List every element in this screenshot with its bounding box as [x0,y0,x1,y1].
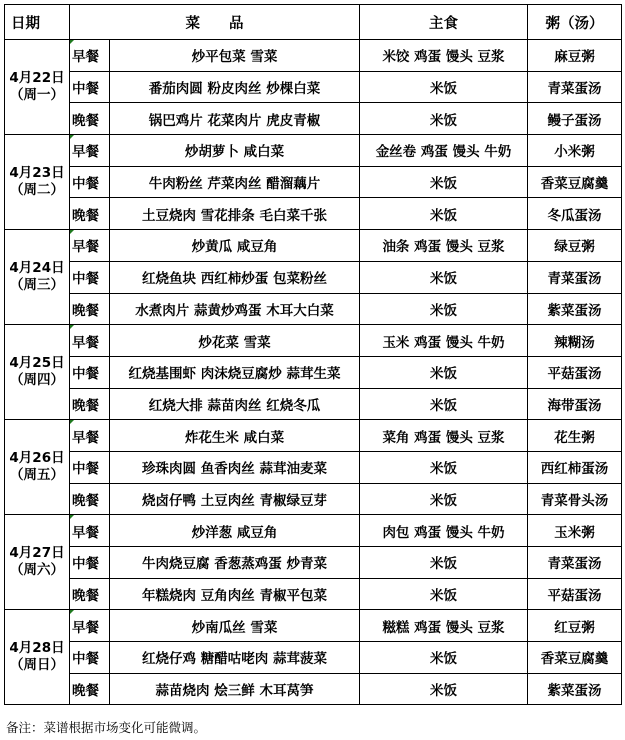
dishes-cell: 牛肉粉丝 芹菜肉丝 醋溜藕片 [110,166,360,198]
dishes-cell: 炒花菜 雪菜 [110,325,360,357]
soup-cell: 紫菜蛋汤 [528,293,622,325]
table-row [5,388,622,420]
meal-cell: 晚餐 [70,198,110,230]
day-cell [5,135,70,230]
soup-cell: 海带蛋汤 [528,388,622,420]
dishes-cell: 水煮肉片 蒜黄炒鸡蛋 木耳大白菜 [110,293,360,325]
meal-cell: 早餐 [70,40,110,72]
soup-cell: 麻豆粥 [528,40,622,72]
meal-cell: 中餐 [70,547,110,579]
header-dishes: 菜 品 [70,5,360,40]
table-header-row [5,5,622,40]
staple-cell: 米饭 [360,673,528,705]
staple-cell: 肉包 鸡蛋 馒头 牛奶 [360,515,528,547]
dishes-cell: 炒胡萝卜 咸白菜 [110,135,360,167]
soup-cell: 冬瓜蛋汤 [528,198,622,230]
dishes-cell: 土豆烧肉 雪花排条 毛白菜千张 [110,198,360,230]
meal-cell: 早餐 [70,515,110,547]
table-row [5,71,622,103]
soup-cell: 香菜豆腐羹 [528,166,622,198]
soup-cell: 香菜豆腐羹 [528,642,622,674]
soup-cell: 青菜骨头汤 [528,483,622,515]
table-row [5,578,622,610]
table-row [5,325,622,357]
meal-cell: 中餐 [70,261,110,293]
table-row [5,451,622,483]
day-cell [5,230,70,325]
staple-cell: 米饭 [360,642,528,674]
soup-cell: 平菇蛋汤 [528,578,622,610]
dishes-cell: 炸花生米 咸白菜 [110,420,360,452]
table-row [5,547,622,579]
soup-cell: 辣糊汤 [528,325,622,357]
meal-cell: 晚餐 [70,103,110,135]
staple-cell: 米饭 [360,356,528,388]
staple-cell: 米饭 [360,103,528,135]
dishes-cell: 红烧基围虾 肉沫烧豆腐炒 蒜茸生菜 [110,356,360,388]
staple-cell: 米饭 [360,198,528,230]
day-cell [5,420,70,515]
table-row [5,40,622,72]
staple-cell: 米饭 [360,293,528,325]
soup-cell: 花生粥 [528,420,622,452]
day-weekday: （周日） [10,657,64,674]
soup-cell: 绿豆粥 [528,230,622,262]
day-weekday: （周一） [10,87,64,104]
dishes-cell: 炒黄瓜 咸豆角 [110,230,360,262]
table-row [5,483,622,515]
meal-cell: 中餐 [70,356,110,388]
table-row [5,103,622,135]
staple-cell: 金丝卷 鸡蛋 馒头 牛奶 [360,135,528,167]
header-date: 日期 [5,5,70,40]
soup-cell: 玉米粥 [528,515,622,547]
meal-cell: 中餐 [70,451,110,483]
meal-cell: 中餐 [70,642,110,674]
meal-cell: 早餐 [70,325,110,357]
dishes-cell: 番茄肉圆 粉皮肉丝 炒棵白菜 [110,71,360,103]
staple-cell: 米饭 [360,71,528,103]
soup-cell: 青菜蛋汤 [528,547,622,579]
day-cell [5,325,70,420]
table-row [5,261,622,293]
soup-cell: 紫菜蛋汤 [528,673,622,705]
day-cell [5,40,70,135]
meal-cell: 晚餐 [70,293,110,325]
soup-cell: 鳗子蛋汤 [528,103,622,135]
table-row [5,610,622,642]
day-weekday: （周四） [10,372,64,389]
meal-cell: 中餐 [70,71,110,103]
dishes-cell: 红烧鱼块 西红柿炒蛋 包菜粉丝 [110,261,360,293]
meal-cell: 早餐 [70,230,110,262]
day-date: 4月28日 [9,640,65,657]
table-row [5,166,622,198]
dishes-cell: 牛肉烧豆腐 香葱蒸鸡蛋 炒青菜 [110,547,360,579]
table-row [5,673,622,705]
staple-cell: 油条 鸡蛋 馒头 豆浆 [360,230,528,262]
dishes-cell: 红烧仔鸡 糖醋咕咾肉 蒜茸菠菜 [110,642,360,674]
staple-cell: 米饭 [360,166,528,198]
dishes-cell: 红烧大排 蒜苗肉丝 红烧冬瓜 [110,388,360,420]
staple-cell: 米饺 鸡蛋 馒头 豆浆 [360,40,528,72]
day-date: 4月27日 [9,545,65,562]
meal-cell: 晚餐 [70,483,110,515]
table-row [5,420,622,452]
staple-cell: 菜角 鸡蛋 馒头 豆浆 [360,420,528,452]
soup-cell: 西红柿蛋汤 [528,451,622,483]
day-weekday: （周二） [10,182,64,199]
staple-cell: 米饭 [360,451,528,483]
menu-body [5,40,622,705]
meal-cell: 晚餐 [70,673,110,705]
table-row [5,135,622,167]
day-cell [5,515,70,610]
staple-cell: 米饭 [360,388,528,420]
staple-cell: 米饭 [360,578,528,610]
dishes-cell: 炒平包菜 雪菜 [110,40,360,72]
dishes-cell: 炒南瓜丝 雪菜 [110,610,360,642]
dishes-cell: 炒洋葱 咸豆角 [110,515,360,547]
meal-cell: 早餐 [70,420,110,452]
meal-cell: 早餐 [70,610,110,642]
day-date: 4月24日 [9,260,65,277]
weekly-menu-table [4,4,622,705]
day-weekday: （周五） [10,467,64,484]
dishes-cell: 珍珠肉圆 鱼香肉丝 蒜茸油麦菜 [110,451,360,483]
day-date: 4月25日 [9,355,65,372]
table-row [5,356,622,388]
day-date: 4月26日 [9,450,65,467]
day-date: 4月23日 [9,165,65,182]
soup-cell: 平菇蛋汤 [528,356,622,388]
staple-cell: 米饭 [360,261,528,293]
table-row [5,198,622,230]
header-staple: 主食 [360,5,528,40]
table-row [5,230,622,262]
dishes-cell: 锅巴鸡片 花菜肉片 虎皮青椒 [110,103,360,135]
day-weekday: （周六） [10,562,64,579]
table-row [5,642,622,674]
day-date: 4月22日 [9,70,65,87]
header-soup: 粥（汤） [528,5,622,40]
table-row [5,515,622,547]
meal-cell: 晚餐 [70,578,110,610]
dishes-cell: 烧卤仔鸭 土豆肉丝 青椒绿豆芽 [110,483,360,515]
day-weekday: （周三） [10,277,64,294]
soup-cell: 红豆粥 [528,610,622,642]
meal-cell: 中餐 [70,166,110,198]
staple-cell: 糍糕 鸡蛋 馒头 豆浆 [360,610,528,642]
table-row [5,293,622,325]
soup-cell: 青菜蛋汤 [528,261,622,293]
meal-cell: 早餐 [70,135,110,167]
day-cell [5,610,70,705]
meal-cell: 晚餐 [70,388,110,420]
soup-cell: 青菜蛋汤 [528,71,622,103]
soup-cell: 小米粥 [528,135,622,167]
staple-cell: 米饭 [360,547,528,579]
footnote: 备注：菜谱根据市场变化可能微调。 [6,720,207,735]
dishes-cell: 年糕烧肉 豆角肉丝 青椒平包菜 [110,578,360,610]
staple-cell: 玉米 鸡蛋 馒头 牛奶 [360,325,528,357]
dishes-cell: 蒜苗烧肉 烩三鲜 木耳莴笋 [110,673,360,705]
staple-cell: 米饭 [360,483,528,515]
